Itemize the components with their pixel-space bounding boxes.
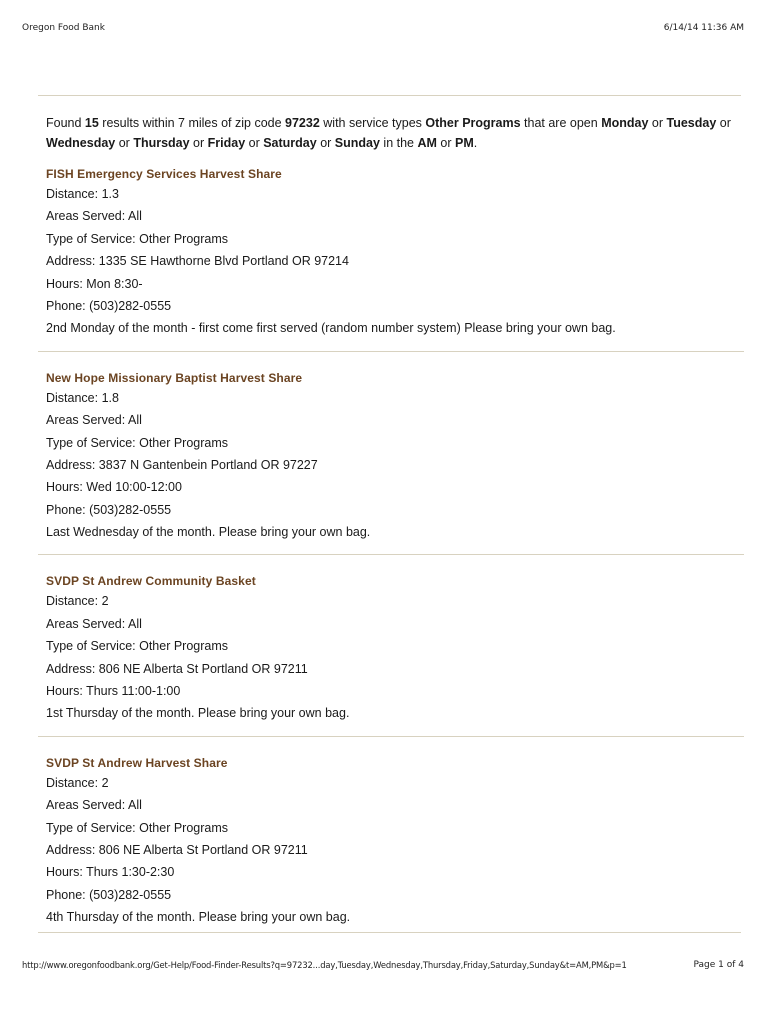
result-title[interactable]: New Hope Missionary Baptist Harvest Share: [46, 370, 303, 385]
result-entry: [46, 369, 736, 544]
result-entry: [46, 754, 736, 929]
bottom-divider: [38, 932, 741, 933]
result-entry: [46, 572, 736, 724]
result-notes: Last Wednesday of the month. Please bring your own bag.: [46, 525, 371, 540]
day-friday: Friday: [207, 136, 246, 150]
result-notes: 2nd Monday of the month - first come first served (random number system) Please bring your own bag.: [46, 321, 616, 336]
result-areas-served: Areas Served: All: [46, 616, 142, 631]
result-entry: [46, 165, 736, 340]
result-phone: Phone: (503)282-0555: [46, 887, 172, 902]
day-wednesday: Wednesday: [46, 136, 116, 150]
result-divider: [38, 736, 744, 737]
print-footer: [22, 960, 744, 970]
page-url: http://www.oregonfoodbank.org/Get-Help/Food-Finder-Results?q=97232...day,Tuesday,Wednesday,Thursday,Friday,Saturday,Sunday&t=AM,PM&p=1: [22, 960, 627, 970]
results-content: [46, 113, 736, 929]
top-divider: [38, 95, 741, 96]
result-address: Address: 3837 N Gantenbein Portland OR 97227: [46, 457, 318, 472]
page-number: Page 1 of 4: [693, 960, 744, 970]
result-address: Address: 1335 SE Hawthorne Blvd Portland OR 97214: [46, 254, 349, 269]
result-phone: Phone: (503)282-0555: [46, 298, 172, 313]
result-distance: Distance: 1.3: [46, 187, 119, 201]
result-title[interactable]: SVDP St Andrew Harvest Share: [46, 755, 228, 770]
result-hours: Hours: Wed 10:00-12:00: [46, 480, 182, 495]
day-tuesday: Tuesday: [666, 116, 717, 130]
result-service-type: Type of Service: Other Programs: [46, 639, 229, 654]
result-distance: Distance: 2: [46, 775, 109, 790]
result-address: Address: 806 NE Alberta St Portland OR 97211: [46, 661, 308, 676]
result-service-type: Type of Service: Other Programs: [46, 435, 229, 450]
result-hours: Hours: Thurs 11:00-1:00: [46, 684, 181, 699]
result-title[interactable]: FISH Emergency Services Harvest Share: [46, 167, 282, 181]
service-type: Other Programs: [425, 116, 521, 130]
result-service-type: Type of Service: Other Programs: [46, 820, 229, 835]
result-distance: Distance: 2: [46, 594, 109, 609]
result-divider: [38, 351, 744, 352]
day-sunday: Sunday: [334, 136, 380, 150]
print-header: [22, 23, 744, 33]
result-distance: Distance: 1.8: [46, 390, 119, 405]
result-count: 15: [84, 116, 99, 130]
result-areas-served: Areas Served: All: [46, 209, 142, 224]
day-thursday: Thursday: [133, 136, 190, 150]
site-name: Oregon Food Bank: [22, 23, 105, 33]
search-radius: 7: [178, 116, 185, 130]
result-notes: 4th Thursday of the month. Please bring your own bag.: [46, 910, 351, 925]
result-areas-served: Areas Served: All: [46, 413, 142, 428]
result-areas-served: Areas Served: All: [46, 798, 142, 813]
result-service-type: Type of Service: Other Programs: [46, 231, 229, 246]
result-address: Address: 806 NE Alberta St Portland OR 97211: [46, 842, 308, 857]
results-summary: Found 15 results within 7 miles of zip code 97232 with service types Other Programs that are open Monday or Tuesday or Wednesday or Thursday or Friday or Saturday or Sunday in the AM or PM.: [46, 116, 731, 150]
zip-code: 97232: [285, 116, 320, 130]
print-datetime: 6/14/14 11:36 AM: [663, 23, 744, 33]
time-pm: PM: [454, 136, 474, 150]
result-divider: [38, 554, 744, 555]
result-notes: 1st Thursday of the month. Please bring your own bag.: [46, 706, 350, 721]
result-hours: Hours: Thurs 1:30-2:30: [46, 865, 175, 880]
result-title[interactable]: SVDP St Andrew Community Basket: [46, 574, 256, 589]
time-am: AM: [417, 136, 437, 150]
result-hours: Hours: Mon 8:30-: [46, 276, 143, 291]
result-phone: Phone: (503)282-0555: [46, 502, 172, 517]
day-saturday: Saturday: [263, 136, 317, 150]
day-monday: Monday: [601, 116, 649, 130]
